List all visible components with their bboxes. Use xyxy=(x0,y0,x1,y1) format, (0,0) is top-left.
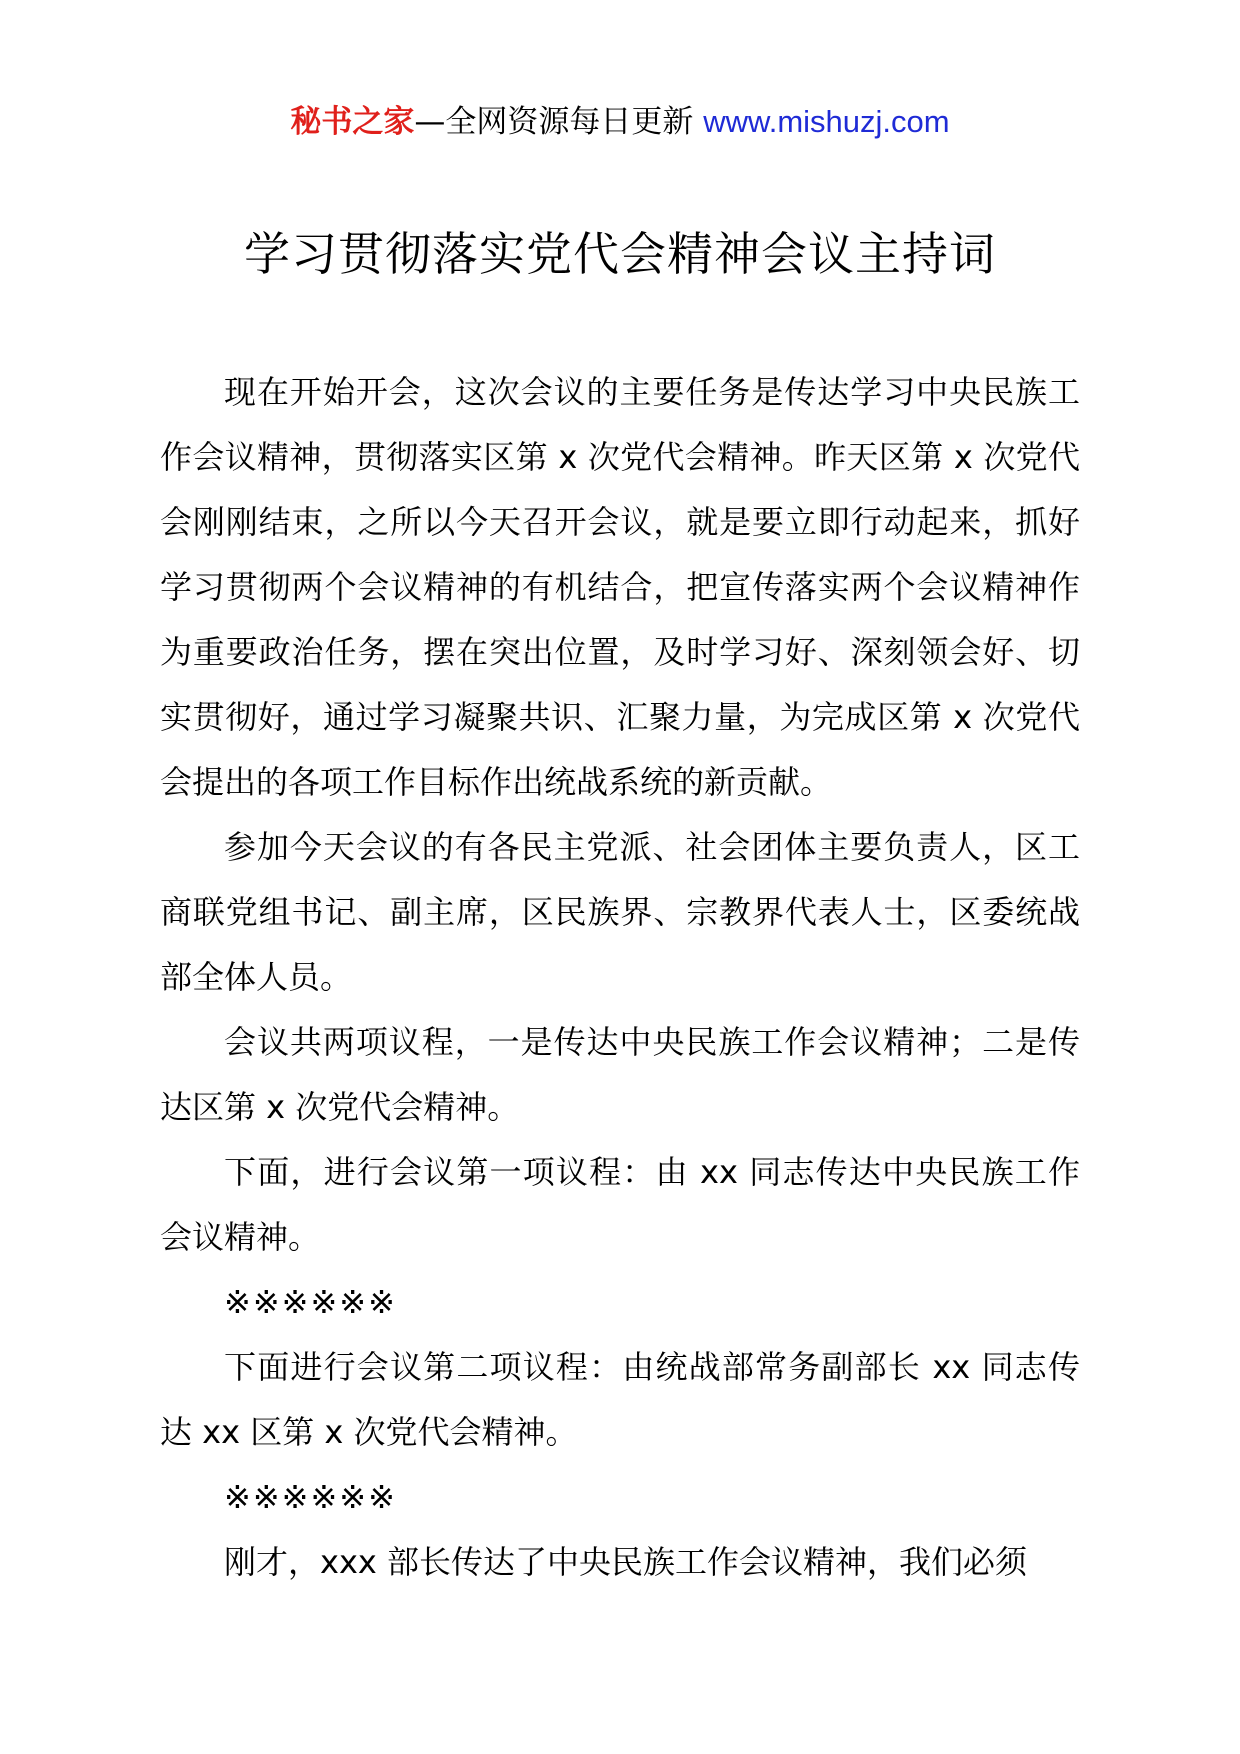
paragraph-agenda: 会议共两项议程，一是传达中央民族工作会议精神；二是传达区第 x 次党代会精神。 xyxy=(160,1023,1080,1126)
paragraph-agenda-item-two: 下面进行会议第二项议程：由统战部常务副部长 xx 同志传达 xx 区第 x 次党代会精神。 xyxy=(160,1348,1080,1451)
site-brand-name: 秘书之家 xyxy=(290,104,415,140)
paragraph-agenda-item-one: 下面，进行会议第一项议程：由 xx 同志传达中央民族工作会议精神。 xyxy=(160,1153,1080,1256)
paragraph-closing-remarks: 刚才，xxx 部长传达了中央民族工作会议精神，我们必须 xyxy=(224,1543,1027,1581)
site-header xyxy=(0,100,1240,144)
document-body xyxy=(160,360,1080,1595)
paragraph-attendees: 参加今天会议的有各民主党派、社会团体主要负责人，区工商联党组书记、副主席，区民族界、宗教界代表人士，区委统战部全体人员。 xyxy=(160,828,1080,996)
document-title: 学习贯彻落实党代会精神会议主持词 xyxy=(244,227,996,281)
section-separator: ※※※※※※ xyxy=(224,1283,397,1321)
site-url-link[interactable]: www.mishuzj.com xyxy=(703,104,950,139)
site-tagline: —全网资源每日更新 xyxy=(414,104,704,140)
paragraph-opening: 现在开始开会，这次会议的主要任务是传达学习中央民族工作会议精神，贯彻落实区第 x 次党代会精神。昨天区第 x 次党代会刚刚结束，之所以今天召开会议，就是要立即行动起来，抓好学习贯彻两个会议精神的有机结合，把宣传落实两个会议精神作为重要政治任务，摆在突出位置，及时学习好、深刻领会好、切实贯彻好，通过学习凝聚共识、汇聚力量，为完成区第 x 次党代会提出的各项工作目标作出统战系统的新贡献。 xyxy=(160,373,1080,801)
section-separator: ※※※※※※ xyxy=(224,1478,397,1516)
